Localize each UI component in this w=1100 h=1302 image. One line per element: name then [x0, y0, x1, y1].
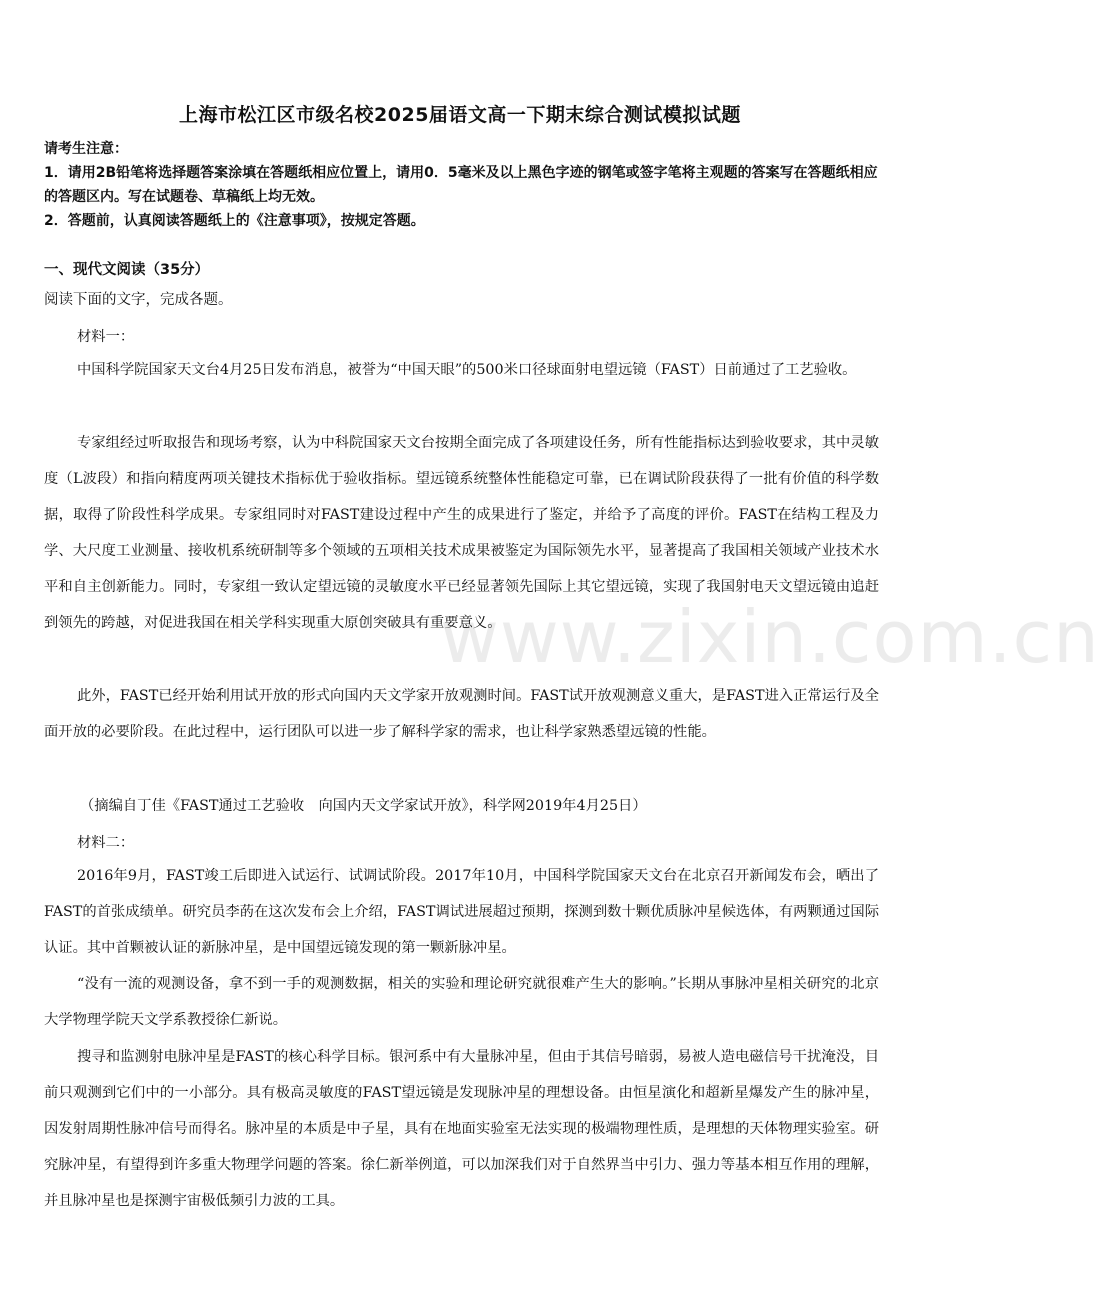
material1-paragraph-2: 专家组经过听取报告和现场考察，认为中科院国家天文台按期全面完成了各项建设任务，所有性能指标达到验收要求，其中灵敏度（L波段）和指向精度两项关键技术指标优于验收指标。望远镜系统整体性能稳定可靠，已在调试阶段获得了一批有价值的科学数据，取得了阶段性科学成果。专家组同时对FAST建设过程中产生的成果进行了鉴定，并给予了高度的评价。FAST在结构工程及力学、大尺度工业测量、接收机系统研制等多个领域的五项相关技术成果被鉴定为国际领先水平，显著提高了我国相关领域产业技术水平和自主创新能力。同时，专家组一致认定望远镜的灵敏度水平已经显著领先国际上其它望远镜，实现了我国射电天文望远镜由追赶到领先的跨越，对促进我国在相关学科实现重大原创突破具有重要意义。 [44, 435, 879, 631]
section-instruction: 阅读下面的文字，完成各题。 [44, 292, 233, 308]
material1-label: 材料一： [77, 329, 135, 345]
section-heading: 一、现代文阅读（35分） [44, 262, 210, 278]
material1-source: （摘编自丁佳《FAST通过工艺验收 向国内天文学家试开放》，科学网2019年4月25日） [80, 798, 647, 814]
material1-paragraph-3: 此外，FAST已经开始利用试开放的形式向国内天文学家开放观测时间。FAST试开放观测意义重大，是FAST进入正常运行及全面开放的必要阶段。在此过程中，运行团队可以进一步了解科学家的需求，也让科学家熟悉望远镜的性能。 [44, 688, 879, 740]
notice-item-1: 1．请用2B铅笔将选择题答案涂填在答题纸相应位置上，请用0．5毫米及以上黑色字迹的钢笔或签字笔将主观题的答案写在答题纸相应的答题区内。写在试题卷、草稿纸上均无效。 [44, 165, 878, 205]
material2-label: 材料二： [77, 835, 135, 851]
watermark: www.zixin.com.cn [440, 595, 1100, 679]
material2-paragraph-1: 2016年9月，FAST竣工后即进入试运行、试调试阶段。2017年10月，中国科学院国家天文台在北京召开新闻发布会，晒出了FAST的首张成绩单。研究员李菂在这次发布会上介绍，FAST调试进展超过预期，探测到数十颗优质脉冲星候选体，有两颗通过国际认证。其中首颗被认证的新脉冲星，是中国望远镜发现的第一颗新脉冲星。 [44, 868, 879, 956]
material2-paragraph-3: 搜寻和监测射电脉冲星是FAST的核心科学目标。银河系中有大量脉冲星，但由于其信号暗弱，易被人造电磁信号干扰淹没，目前只观测到它们中的一小部分。具有极高灵敏度的FAST望远镜是发现脉冲星的理想设备。由恒星演化和超新星爆发产生的脉冲星，因发射周期性脉冲信号而得名。脉冲星的本质是中子星，具有在地面实验室无法实现的极端物理性质，是理想的天体物理实验室。研究脉冲星，有望得到许多重大物理学问题的答案。徐仁新举例道，可以加深我们对于自然界当中引力、强力等基本相互作用的理解，并且脉冲星也是探测宇宙极低频引力波的工具。 [44, 1049, 879, 1209]
notice-heading: 请考生注意： [44, 141, 128, 157]
material1-paragraph-1: 中国科学院国家天文台4月25日发布消息，被誉为“中国天眼”的500米口径球面射电望远镜（FAST）日前通过了工艺验收。 [77, 362, 857, 378]
material2-paragraph-2: “没有一流的观测设备，拿不到一手的观测数据，相关的实验和理论研究就很难产生大的影响。”长期从事脉冲星相关研究的北京大学物理学院天文学系教授徐仁新说。 [44, 976, 879, 1028]
notice-item-2: 2．答题前，认真阅读答题纸上的《注意事项》，按规定答题。 [44, 213, 425, 229]
page-title: 上海市松江区市级名校2025届语文高一下期末综合测试模拟试题 [179, 104, 741, 126]
